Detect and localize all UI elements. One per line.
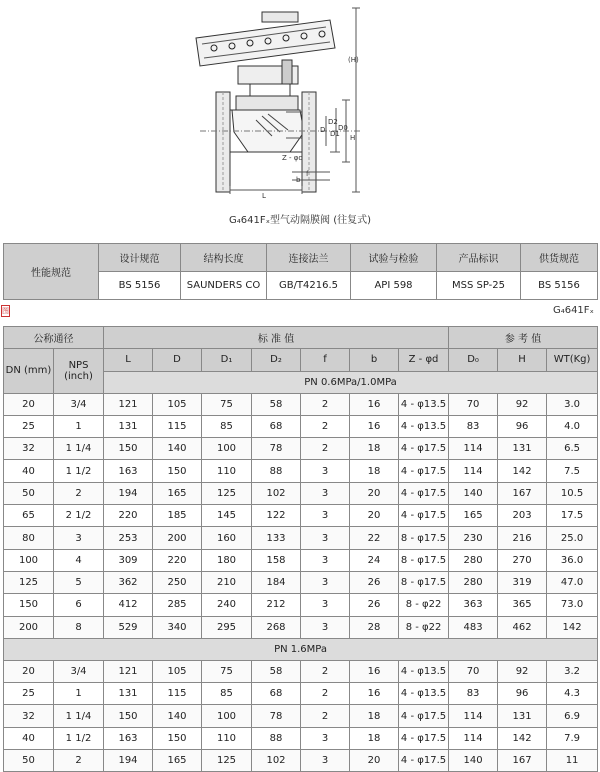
table-cell: 1 [54,415,104,437]
table-row [4,594,598,616]
col-wt: WT(Kg) [547,349,598,371]
table-cell: 165 [153,482,202,504]
table-cell: 142 [547,616,598,638]
table-cell: 4 - φ17.5 [399,460,449,482]
table-cell: 2 [54,482,104,504]
table-cell: 16 [350,683,399,705]
table-cell: 110 [202,460,252,482]
figure-marker: 图 [2,307,9,315]
std-header: 连接法兰 [267,244,351,272]
std-value: GB/T4216.5 [267,272,351,300]
table-cell: 11 [547,750,598,772]
actuator-cap [262,12,298,22]
table-cell: 340 [153,616,202,638]
table-cell: 220 [153,549,202,571]
table-cell: 142 [498,727,547,749]
table-cell: 73.0 [547,594,598,616]
table-cell: 4 - φ17.5 [399,505,449,527]
table-cell: 68 [252,683,301,705]
table-cell: 203 [498,505,547,527]
table-cell: 4 - φ17.5 [399,750,449,772]
table-cell: 85 [202,415,252,437]
table-cell: 88 [252,460,301,482]
table-cell: 88 [252,727,301,749]
table-cell: 3.0 [547,393,598,415]
table-cell: 3 [301,505,350,527]
table-cell: 4 - φ17.5 [399,705,449,727]
table-cell: 150 [153,460,202,482]
table-cell: 212 [252,594,301,616]
label-d0: D0 [338,124,348,132]
table-cell: 240 [202,594,252,616]
standards-row-label: 性能规范 [4,244,99,300]
table-cell: 8 - φ22 [399,594,449,616]
table-cell: 50 [4,482,54,504]
table-cell: 363 [449,594,498,616]
table-cell: 167 [498,750,547,772]
label-b: b [296,176,301,184]
col-nps: NPS (inch) [54,349,104,393]
table-cell: 16 [350,393,399,415]
std-header: 产品标识 [437,244,521,272]
table-cell: 68 [252,415,301,437]
table-cell: 2 [54,750,104,772]
col-d: D [153,349,202,371]
table-cell: 142 [498,460,547,482]
table-cell: 20 [4,660,54,682]
table-cell: 362 [104,571,153,593]
table-cell: 4 - φ13.5 [399,660,449,682]
table-cell: 28 [350,616,399,638]
table-cell: 185 [153,505,202,527]
table-cell: 2 [301,393,350,415]
table-cell: 216 [498,527,547,549]
table-cell: 158 [252,549,301,571]
table-cell: 163 [104,460,153,482]
group-nominal: 公称通径 [4,327,104,349]
table-cell: 17.5 [547,505,598,527]
label-zd: Z - φd [282,154,303,162]
table-cell: 3 [301,727,350,749]
table-row [4,616,598,638]
table-cell: 3 [301,594,350,616]
std-value: SAUNDERS CO [181,272,267,300]
table-cell: 253 [104,527,153,549]
table-cell: 47.0 [547,571,598,593]
table-cell: 32 [4,705,54,727]
group-reference: 参 考 值 [449,327,598,349]
table-cell: 36.0 [547,549,598,571]
table-cell: 4.0 [547,415,598,437]
table-cell: 3/4 [54,393,104,415]
section-body [4,660,598,771]
col-d1: D₁ [202,349,252,371]
table-cell: 150 [153,727,202,749]
table-cell: 25 [4,683,54,705]
table-cell: 150 [104,438,153,460]
table-cell: 4 [54,549,104,571]
std-value: API 598 [351,272,437,300]
col-h: H [498,349,547,371]
table-cell: 285 [153,594,202,616]
table-row [4,549,598,571]
table-cell: 3 [301,460,350,482]
table-cell: 10.5 [547,482,598,504]
group-standard: 标 准 值 [104,327,449,349]
col-d0: D₀ [449,349,498,371]
table-cell: 20 [350,482,399,504]
table-cell: 140 [449,482,498,504]
table-cell: 18 [350,705,399,727]
std-value: BS 5156 [99,272,181,300]
table-cell: 150 [104,705,153,727]
table-cell: 8 - φ17.5 [399,571,449,593]
standards-table [3,243,598,300]
table-cell: 280 [449,571,498,593]
table-cell: 2 [301,438,350,460]
col-dn: DN (mm) [4,349,54,393]
table-cell: 1 1/4 [54,438,104,460]
table-cell: 3 [301,549,350,571]
table-cell: 18 [350,438,399,460]
table-cell: 100 [202,705,252,727]
table-cell: 58 [252,660,301,682]
std-header: 供货规范 [521,244,598,272]
table-cell: 4 - φ13.5 [399,683,449,705]
table-row [4,705,598,727]
col-d2: D₂ [252,349,301,371]
table-cell: 462 [498,616,547,638]
table-cell: 3 [301,750,350,772]
table-cell: 2 [301,660,350,682]
table-cell: 268 [252,616,301,638]
table-cell: 4 - φ17.5 [399,438,449,460]
table-cell: 121 [104,660,153,682]
table-cell: 96 [498,415,547,437]
table-cell: 167 [498,482,547,504]
table-cell: 92 [498,660,547,682]
std-header: 试验与检验 [351,244,437,272]
section-label: PN 0.6MPa/1.0MPa [104,371,598,393]
table-cell: 16 [350,415,399,437]
drawing-caption: G₄641Fₓ型气动隔膜阀 (往复式) [228,215,372,226]
table-cell: 105 [153,660,202,682]
table-cell: 32 [4,438,54,460]
table-cell: 6.5 [547,438,598,460]
model-label: G₄641Fₓ [552,305,594,316]
col-f: f [301,349,350,371]
col-b: b [350,349,399,371]
std-value: BS 5156 [521,272,598,300]
table-cell: 145 [202,505,252,527]
label-h-max: (H) [348,56,359,64]
table-cell: 194 [104,482,153,504]
table-cell: 133 [252,527,301,549]
table-cell: 2 [301,415,350,437]
label-l: L [262,192,266,200]
table-cell: 25 [4,415,54,437]
table-cell: 200 [4,616,54,638]
table-row [4,438,598,460]
table-cell: 2 [301,705,350,727]
label-h: H [350,134,356,142]
table-cell: 58 [252,393,301,415]
table-cell: 25.0 [547,527,598,549]
table-cell: 125 [202,750,252,772]
table-cell: 8 - φ17.5 [399,527,449,549]
table-cell: 114 [449,705,498,727]
table-row [4,660,598,682]
table-row [4,727,598,749]
table-cell: 8 [54,616,104,638]
col-z: Z - φd [399,349,449,371]
table-cell: 365 [498,594,547,616]
table-cell: 8 - φ22 [399,616,449,638]
table-cell: 4.3 [547,683,598,705]
table-cell: 70 [449,660,498,682]
table-cell: 295 [202,616,252,638]
table-cell: 85 [202,683,252,705]
table-cell: 150 [4,594,54,616]
table-cell: 96 [498,683,547,705]
table-cell: 1 1/2 [54,460,104,482]
table-cell: 110 [202,727,252,749]
table-cell: 4 - φ13.5 [399,393,449,415]
table-cell: 18 [350,727,399,749]
table-cell: 4 - φ17.5 [399,727,449,749]
table-cell: 20 [4,393,54,415]
valve-drawing [0,0,600,205]
table-cell: 40 [4,460,54,482]
table-cell: 100 [4,549,54,571]
table-cell: 125 [4,571,54,593]
table-cell: 180 [202,549,252,571]
col-l: L [104,349,153,371]
table-cell: 115 [153,683,202,705]
table-cell: 75 [202,660,252,682]
table-cell: 270 [498,549,547,571]
label-d: D [320,126,326,134]
table-cell: 1 1/2 [54,727,104,749]
table-cell: 483 [449,616,498,638]
table-row [4,460,598,482]
table-cell: 20 [350,505,399,527]
table-cell: 102 [252,750,301,772]
section-body [4,393,598,638]
table-cell: 529 [104,616,153,638]
table-cell: 2 [301,683,350,705]
table-cell: 26 [350,571,399,593]
table-cell: 230 [449,527,498,549]
table-row [4,482,598,504]
table-cell: 6.9 [547,705,598,727]
table-cell: 6 [54,594,104,616]
table-cell: 7.5 [547,460,598,482]
table-cell: 7.9 [547,727,598,749]
table-cell: 3 [301,571,350,593]
table-cell: 1 1/4 [54,705,104,727]
table-row [4,393,598,415]
table-cell: 121 [104,393,153,415]
table-cell: 20 [350,750,399,772]
std-value: MSS SP-25 [437,272,521,300]
table-cell: 3 [301,527,350,549]
table-cell: 83 [449,415,498,437]
table-row [4,505,598,527]
table-cell: 165 [153,750,202,772]
label-d2: D2 [328,118,338,126]
std-header: 结构长度 [181,244,267,272]
table-cell: 5 [54,571,104,593]
table-cell: 160 [202,527,252,549]
table-cell: 1 [54,683,104,705]
table-cell: 22 [350,527,399,549]
table-cell: 65 [4,505,54,527]
table-cell: 114 [449,727,498,749]
section-label: PN 1.6MPa [4,638,598,660]
table-cell: 4 - φ13.5 [399,415,449,437]
table-cell: 131 [498,705,547,727]
table-row [4,571,598,593]
dimensions-table [3,326,598,772]
table-row [4,415,598,437]
table-cell: 3 [301,616,350,638]
table-cell: 140 [449,750,498,772]
table-cell: 131 [104,683,153,705]
table-cell: 165 [449,505,498,527]
table-cell: 24 [350,549,399,571]
table-cell: 8 - φ17.5 [399,549,449,571]
table-cell: 78 [252,438,301,460]
table-cell: 309 [104,549,153,571]
table-cell: 194 [104,750,153,772]
table-cell: 122 [252,505,301,527]
table-row [4,527,598,549]
table-cell: 163 [104,727,153,749]
table-cell: 2 1/2 [54,505,104,527]
table-cell: 131 [104,415,153,437]
label-d1: D1 [330,130,340,138]
table-cell: 210 [202,571,252,593]
table-cell: 412 [104,594,153,616]
std-header: 设计规范 [99,244,181,272]
table-cell: 40 [4,727,54,749]
table-cell: 75 [202,393,252,415]
table-cell: 100 [202,438,252,460]
table-cell: 114 [449,438,498,460]
table-cell: 83 [449,683,498,705]
table-cell: 115 [153,415,202,437]
table-cell: 18 [350,460,399,482]
table-cell: 184 [252,571,301,593]
table-cell: 3 [54,527,104,549]
table-cell: 70 [449,393,498,415]
table-cell: 125 [202,482,252,504]
table-cell: 3/4 [54,660,104,682]
table-cell: 140 [153,438,202,460]
table-cell: 26 [350,594,399,616]
table-cell: 50 [4,750,54,772]
table-cell: 140 [153,705,202,727]
table-cell: 319 [498,571,547,593]
table-cell: 220 [104,505,153,527]
table-cell: 105 [153,393,202,415]
table-cell: 4 - φ17.5 [399,482,449,504]
table-cell: 92 [498,393,547,415]
table-cell: 78 [252,705,301,727]
table-cell: 3.2 [547,660,598,682]
table-cell: 3 [301,482,350,504]
table-cell: 80 [4,527,54,549]
label-f: f [306,170,309,178]
table-cell: 102 [252,482,301,504]
table-cell: 16 [350,660,399,682]
table-cell: 200 [153,527,202,549]
table-cell: 250 [153,571,202,593]
table-cell: 114 [449,460,498,482]
table-cell: 280 [449,549,498,571]
table-row [4,683,598,705]
table-cell: 131 [498,438,547,460]
